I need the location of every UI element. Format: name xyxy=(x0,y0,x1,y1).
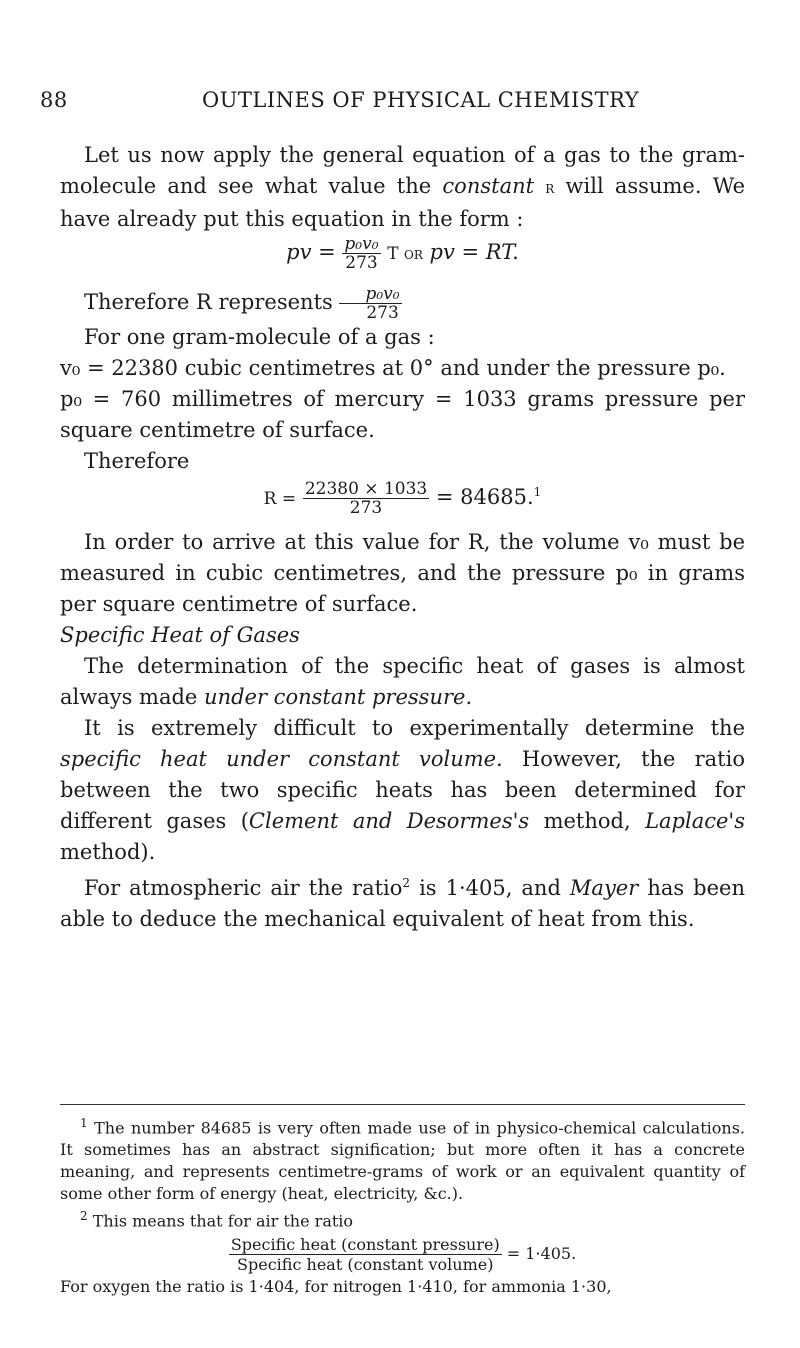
fraction-r-value: $\frac{22380 \times 1033}{273}$ xyxy=(304,479,428,518)
page-number: 88 xyxy=(40,88,68,112)
paragraph-therefore: Therefore xyxy=(84,449,190,473)
page-header xyxy=(40,88,760,118)
ratio-fraction: $\frac{\text{Specific heat (constant pressure)}}{\text{Specific heat (constant volume)}}$ xyxy=(230,1234,500,1274)
equation-r-value: R = $\frac{22380 \times 1033}{273}$ = 84685.$^1$ xyxy=(263,479,542,518)
paragraph-determination: The determination of the specific heat of gases is almost always made under constant pressure. xyxy=(60,654,745,709)
main-text xyxy=(60,140,745,935)
footnote-rule xyxy=(60,1104,745,1105)
footnote-1: $^1$ The number 84685 is very often made use of in physico-chemical calculations. It sometimes has an abstract signification; but more often it has a concrete meaning, and represents centimetre-grams of work or an equivalent quantity of some other form of energy (heat, electricity, &c.). xyxy=(60,1116,746,1204)
paragraph-intro: Let us now apply the general equation of a gas to the gram-molecule and see what value the constant r will assume. We have already put this equation in the form : xyxy=(60,143,746,231)
fraction-p0v0-273: $\frac{\text{p₀v₀}}{273}$ xyxy=(344,234,379,273)
equation-pv: pv = $\frac{\text{p₀v₀}}{273}$ T or pv = RT. xyxy=(286,234,519,273)
paragraph-atmospheric-air: For atmospheric air the ratio$^2$ is 1·405, and Mayer has been able to deduce the mechanical equivalent of heat from this. xyxy=(60,876,745,931)
footnotes xyxy=(60,1112,745,1298)
paragraph-difficult: It is extremely difficult to experimentally determine the specific heat under constant volume. However, the ratio between the two specific heats has been determined for different gases (Clement and Desormes's method, Laplace's method). xyxy=(60,716,745,864)
paragraph-units: In order to arrive at this value for R, the volume v₀ must be measured in cubic centimetres, and the pressure p₀ in grams per square centimetre of surface. xyxy=(60,530,745,616)
paragraph-v0: v₀ = 22380 cubic centimetres at 0° and under the pressure p₀. xyxy=(60,356,726,380)
paragraph-p0: p₀ = 760 millimetres of mercury = 1033 grams pressure per square centimetre of surface. xyxy=(60,387,745,442)
footnote-2-continued: For oxygen the ratio is 1·404, for nitrogen 1·410, for ammonia 1·30, xyxy=(60,1276,612,1296)
specific-heat-ratio: $\frac{\text{Specific heat (constant pressure)}}{\text{Specific heat (constant volume)}}$ = 1·405. xyxy=(230,1234,577,1274)
footnote-2: $^2$ This means that for air the ratio xyxy=(80,1209,354,1231)
running-title: OUTLINES OF PHYSICAL CHEMISTRY xyxy=(202,88,640,112)
footnote-ref-1: 1 xyxy=(533,485,542,499)
section-heading: Specific Heat of Gases xyxy=(60,623,300,647)
fraction-r: $\frac{\text{p₀v₀}}{273}$ xyxy=(339,285,401,322)
footnote-ref-2: 2 xyxy=(402,876,411,890)
paragraph-gram-molecule: For one gram-molecule of a gas : xyxy=(84,325,435,349)
paragraph-therefore-r: Therefore R represents $\frac{\text{p₀v₀}}{273}$ xyxy=(84,284,400,323)
